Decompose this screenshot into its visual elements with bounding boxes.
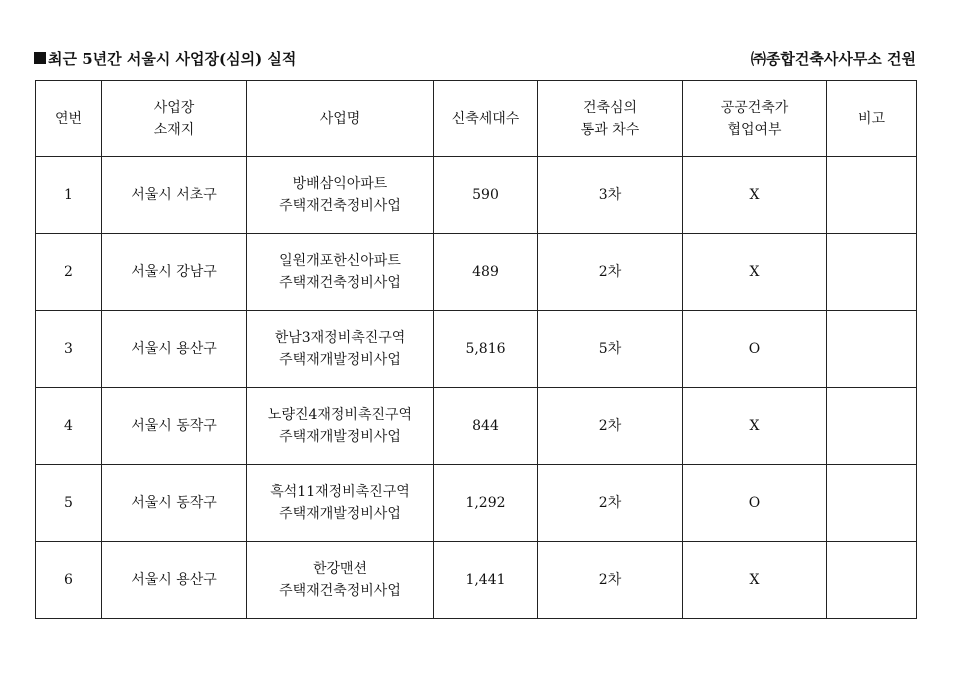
project-name-line: 일원개포한신아파트 bbox=[279, 253, 401, 269]
table-row bbox=[36, 388, 917, 465]
project-type-line: 주택재건축정비사업 bbox=[279, 583, 401, 599]
cell-collab: X bbox=[683, 388, 827, 465]
cell-no: 4 bbox=[36, 388, 102, 465]
cell-round: 2차 bbox=[538, 542, 683, 619]
cell-project bbox=[247, 157, 434, 234]
header-line: 통과 차수 bbox=[580, 121, 640, 138]
document-title-group bbox=[34, 48, 296, 69]
cell-round: 2차 bbox=[538, 234, 683, 311]
column-header-location bbox=[102, 81, 247, 157]
cell-note bbox=[827, 311, 917, 388]
table-row bbox=[36, 234, 917, 311]
cell-location: 서울시 강남구 bbox=[102, 234, 247, 311]
header-line: 신축세대수 bbox=[451, 110, 520, 127]
header-line: 연번 bbox=[54, 110, 83, 127]
cell-location: 서울시 용산구 bbox=[102, 311, 247, 388]
cell-no: 6 bbox=[36, 542, 102, 619]
company-name: 종합건축사사무소 건원 bbox=[765, 49, 916, 68]
table-header-row bbox=[36, 81, 917, 157]
cell-round: 5차 bbox=[538, 311, 683, 388]
cell-collab: X bbox=[683, 542, 827, 619]
column-header-collab bbox=[683, 81, 827, 157]
table-row bbox=[36, 465, 917, 542]
cell-collab: O bbox=[683, 465, 827, 542]
cell-collab: O bbox=[683, 311, 827, 388]
project-type-line: 주택재개발정비사업 bbox=[279, 506, 401, 522]
project-name-line: 흑석11재정비촉진구역 bbox=[270, 484, 410, 500]
project-type-line: 주택재건축정비사업 bbox=[279, 198, 401, 214]
black-square-bullet-icon bbox=[34, 52, 46, 64]
cell-project bbox=[247, 465, 434, 542]
table-row bbox=[36, 542, 917, 619]
column-header-note bbox=[827, 81, 917, 157]
table-row bbox=[36, 311, 917, 388]
cell-no: 5 bbox=[36, 465, 102, 542]
project-type-line: 주택재개발정비사업 bbox=[279, 429, 401, 445]
cell-no: 1 bbox=[36, 157, 102, 234]
cell-note bbox=[827, 388, 917, 465]
project-type-line: 주택재개발정비사업 bbox=[279, 352, 401, 368]
cell-no: 3 bbox=[36, 311, 102, 388]
company-name-group bbox=[751, 48, 916, 69]
cell-project bbox=[247, 234, 434, 311]
cell-project bbox=[247, 388, 434, 465]
cell-location: 서울시 용산구 bbox=[102, 542, 247, 619]
cell-location: 서울시 동작구 bbox=[102, 388, 247, 465]
cell-round: 3차 bbox=[538, 157, 683, 234]
cell-note bbox=[827, 542, 917, 619]
cell-collab: X bbox=[683, 157, 827, 234]
cell-project bbox=[247, 542, 434, 619]
cell-round: 2차 bbox=[538, 388, 683, 465]
project-name-line: 노량진4재정비촉진구역 bbox=[267, 407, 413, 423]
header-line: 협업여부 bbox=[727, 121, 782, 138]
header-line: 사업장 bbox=[153, 99, 195, 116]
cell-units: 489 bbox=[434, 234, 538, 311]
cell-round: 2차 bbox=[538, 465, 683, 542]
cell-units: 5,816 bbox=[434, 311, 538, 388]
project-name-line: 방배삼익아파트 bbox=[292, 176, 388, 192]
document-header bbox=[34, 46, 916, 70]
project-name-line: 한남3재정비촉진구역 bbox=[274, 330, 406, 346]
project-records-table bbox=[35, 80, 917, 619]
cell-note bbox=[827, 234, 917, 311]
cell-note bbox=[827, 465, 917, 542]
cell-location: 서울시 서초구 bbox=[102, 157, 247, 234]
cell-units: 1,292 bbox=[434, 465, 538, 542]
project-type-line: 주택재건축정비사업 bbox=[279, 275, 401, 291]
document-title: 최근 5년간 서울시 사업장(심의) 실적 bbox=[48, 49, 297, 68]
cell-units: 844 bbox=[434, 388, 538, 465]
table-row bbox=[36, 157, 917, 234]
column-header-project bbox=[247, 81, 434, 157]
cell-units: 1,441 bbox=[434, 542, 538, 619]
header-line: 소재지 bbox=[153, 121, 195, 138]
column-header-round bbox=[538, 81, 683, 157]
header-line: 비고 bbox=[857, 110, 886, 127]
header-line: 공공건축가 bbox=[720, 99, 789, 116]
header-line: 건축심의 bbox=[582, 99, 638, 116]
company-mark: ㈜ bbox=[750, 49, 766, 68]
cell-note bbox=[827, 157, 917, 234]
column-header-no bbox=[36, 81, 102, 157]
cell-collab: X bbox=[683, 234, 827, 311]
cell-project bbox=[247, 311, 434, 388]
column-header-units bbox=[434, 81, 538, 157]
cell-no: 2 bbox=[36, 234, 102, 311]
project-name-line: 한강맨션 bbox=[312, 561, 368, 577]
cell-location: 서울시 동작구 bbox=[102, 465, 247, 542]
header-line: 사업명 bbox=[319, 110, 361, 127]
cell-units: 590 bbox=[434, 157, 538, 234]
